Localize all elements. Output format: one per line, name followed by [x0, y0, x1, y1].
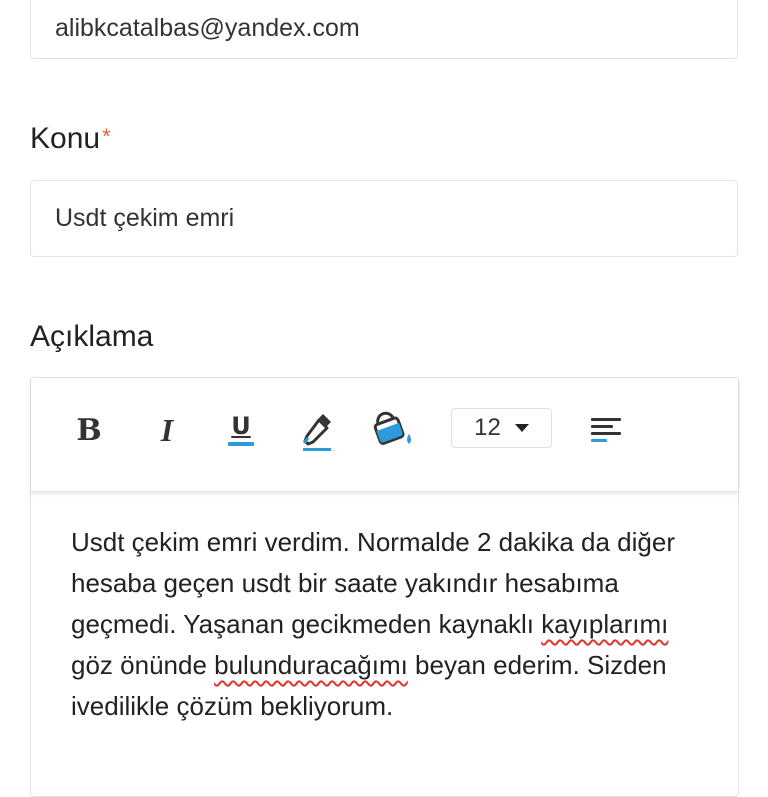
editor-content[interactable] [31, 492, 738, 727]
eyedropper-icon [299, 408, 339, 452]
chevron-down-icon [515, 424, 529, 432]
subject-value: Usdt çekim emri [55, 204, 235, 232]
misspelled-word: bulunduracağımı [214, 650, 408, 680]
editor-text-1: Usdt çekim emri verdim. Normalde 2 dakika da diğer hesaba geçen usdt bir saate yakındır hesabıma geçmedi. Yaşanan gecikmeden kaynaklı [71, 527, 675, 639]
subject-label [30, 122, 111, 156]
paint-bucket-icon [371, 408, 417, 452]
bold-icon[interactable]: B [76, 412, 102, 448]
rich-text-editor [30, 377, 739, 797]
required-marker: * [102, 124, 111, 149]
editor-toolbar [31, 378, 738, 492]
editor-text-3: beyan ederim. Sizden ivedilikle çözüm bekliyorum. [71, 650, 667, 721]
font-size-value: 12 [474, 414, 501, 441]
align-line-2 [591, 425, 613, 428]
align-icon[interactable] [591, 408, 627, 452]
underline-color-bar [228, 442, 254, 446]
editor-text-2: göz önünde [71, 650, 215, 680]
align-line-3 [591, 432, 621, 435]
underline-letter: U [231, 412, 251, 440]
font-size-dropdown[interactable] [451, 408, 552, 448]
email-value: alibkcatalbas@yandex.com [55, 14, 360, 42]
misspelled-word: kayıplarımı [541, 609, 669, 639]
text-color-icon[interactable] [299, 408, 339, 452]
subject-field[interactable] [30, 180, 738, 257]
italic-icon[interactable]: I [160, 411, 174, 448]
fill-color-icon[interactable] [371, 408, 417, 452]
align-line-4 [591, 439, 607, 442]
email-field[interactable] [30, 0, 738, 59]
align-line-1 [591, 418, 621, 421]
underline-icon[interactable] [223, 408, 259, 452]
subject-label-text: Konu [30, 122, 101, 155]
description-label: Açıklama [30, 320, 154, 353]
